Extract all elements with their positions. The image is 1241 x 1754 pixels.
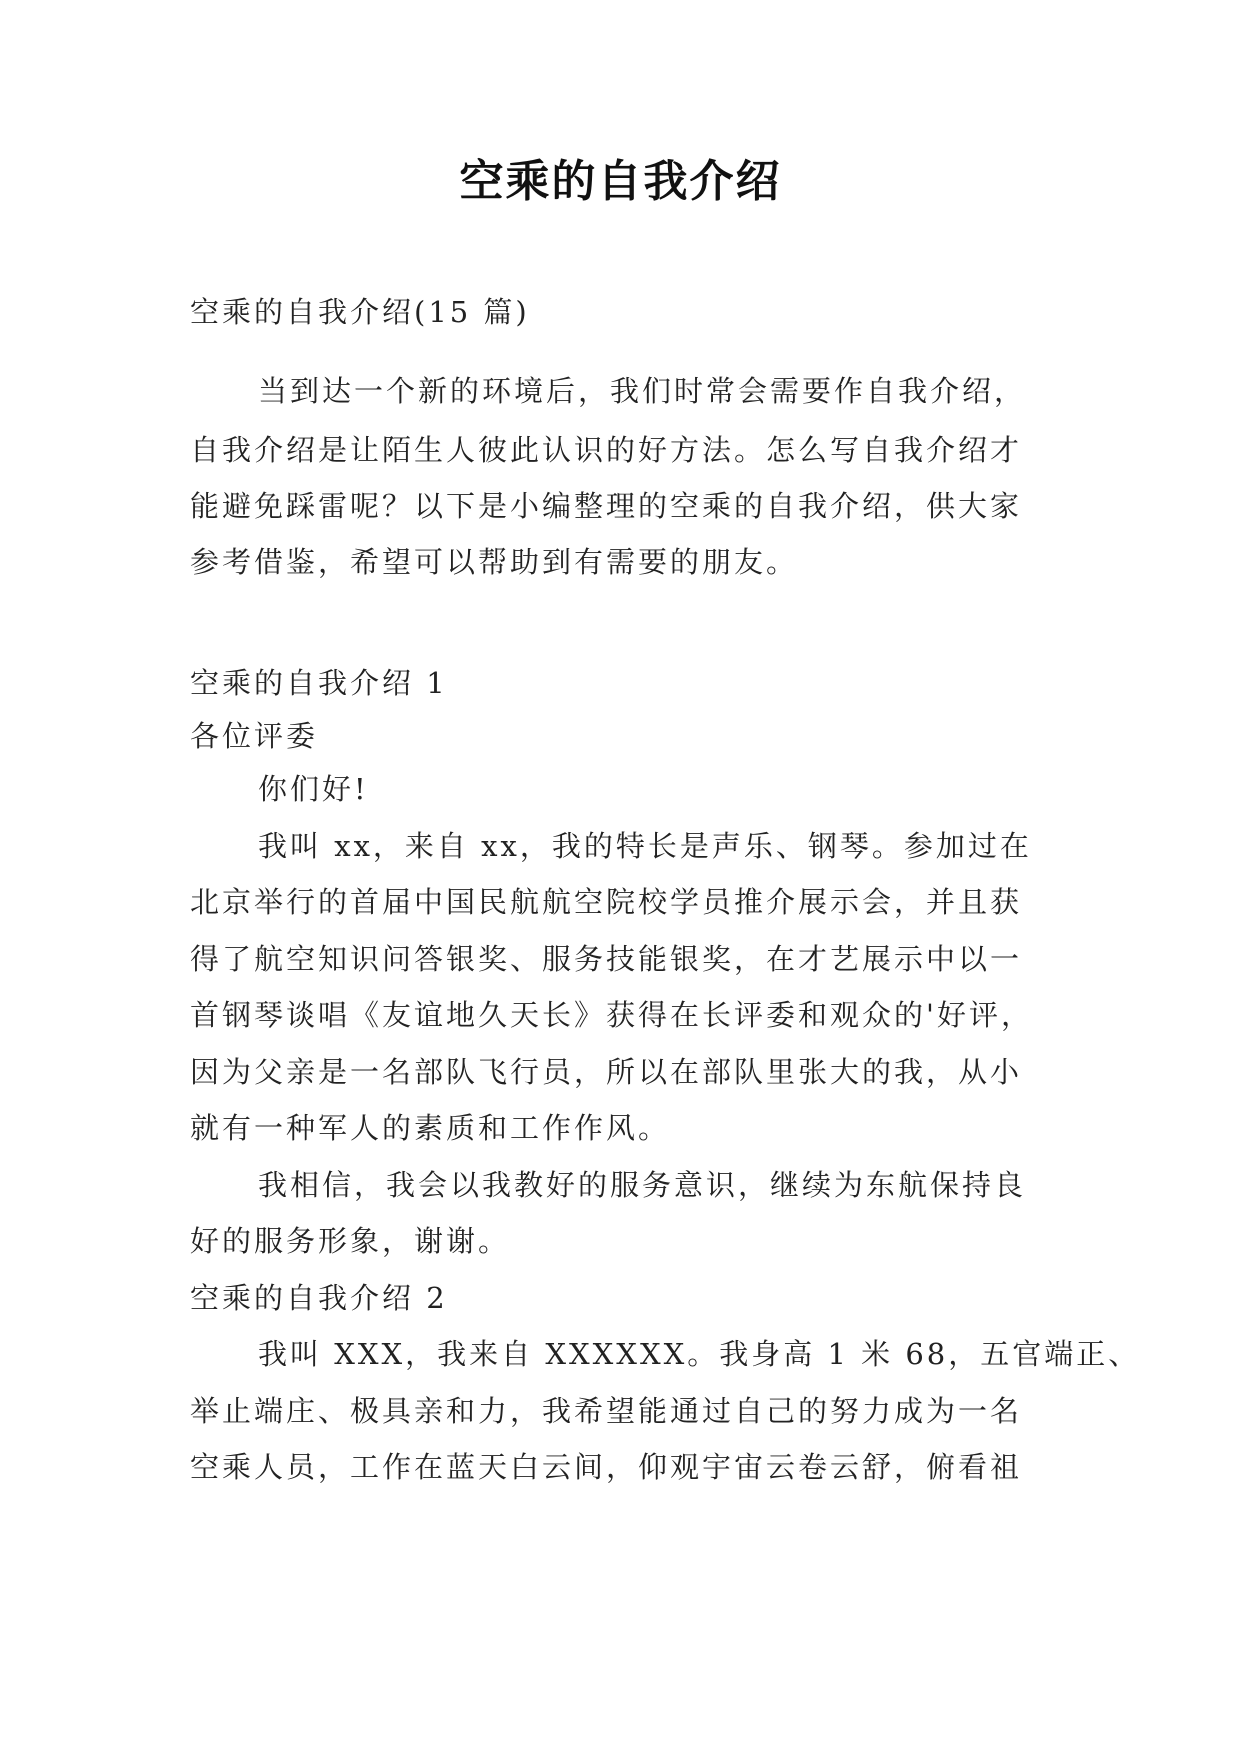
- paragraph-line: 举止端庄、极具亲和力，我希望能通过自己的努力成为一名: [190, 1394, 1023, 1428]
- paragraph-line: 我叫 xx，来自 xx，我的特长是声乐、钢琴。参加过在: [258, 829, 1032, 863]
- paragraph-line: 我叫 XXX，我来自 XXXXXX。我身高 1 米 68，五官端正、: [258, 1337, 1141, 1371]
- paragraph-line: 得了航空知识问答银奖、服务技能银奖，在才艺展示中以一: [190, 942, 1023, 976]
- paragraph-line: 就有一种军人的素质和工作作风。: [190, 1111, 671, 1145]
- paragraph-line: 首钢琴谈唱《友谊地久天长》获得在长评委和观众的'好评，: [190, 998, 1033, 1032]
- paragraph-line: 空乘人员，工作在蓝天白云间，仰观宇宙云卷云舒，俯看祖: [190, 1450, 1023, 1484]
- section-heading: 空乘的自我介绍 1: [190, 666, 448, 700]
- paragraph-line: 北京举行的首届中国民航航空院校学员推介展示会，并且获: [190, 885, 1023, 919]
- intro-line: 自我介绍是让陌生人彼此认识的好方法。怎么写自我介绍才: [190, 433, 1023, 467]
- intro-line: 参考借鉴，希望可以帮助到有需要的朋友。: [190, 545, 799, 579]
- paragraph-line: 我相信，我会以我教好的服务意识，继续为东航保持良: [258, 1168, 1027, 1202]
- paragraph-line: 好的服务形象，谢谢。: [190, 1224, 511, 1258]
- intro-line: 能避免踩雷呢？以下是小编整理的空乘的自我介绍，供大家: [190, 489, 1023, 523]
- greeting: 你们好!: [258, 772, 369, 806]
- document-subtitle: 空乘的自我介绍(15 篇): [190, 295, 530, 329]
- section-heading: 空乘的自我介绍 2: [190, 1281, 448, 1315]
- intro-line: 当到达一个新的环境后，我们时常会需要作自我介绍，: [258, 374, 1027, 408]
- paragraph-line: 因为父亲是一名部队飞行员，所以在部队里张大的我，从小: [190, 1055, 1023, 1089]
- document-title: 空乘的自我介绍: [459, 156, 782, 207]
- salutation: 各位评委: [190, 719, 319, 753]
